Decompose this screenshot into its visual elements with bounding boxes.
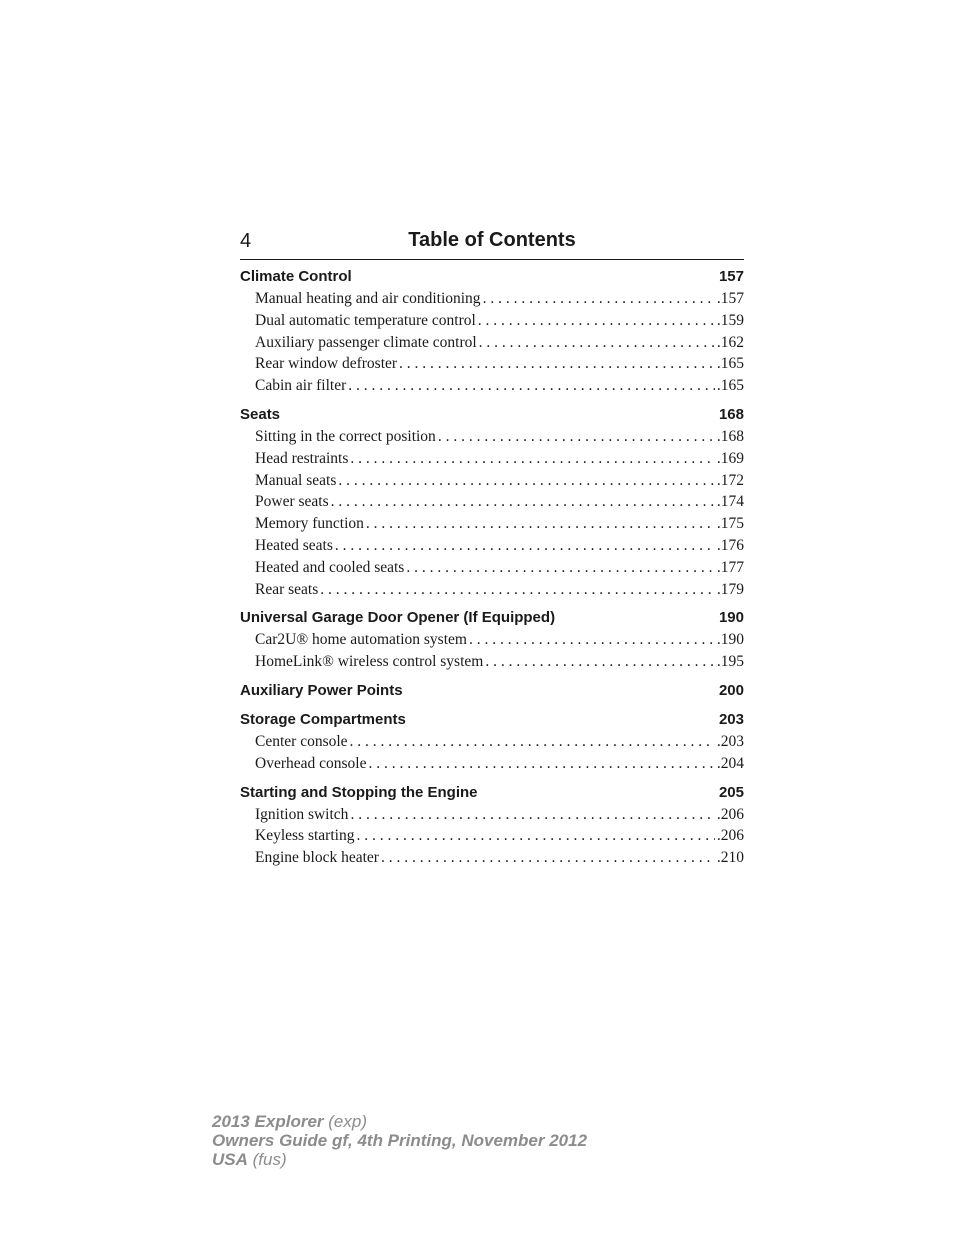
dot-leader: [485, 651, 715, 673]
toc-section-title: Starting and Stopping the Engine: [240, 783, 478, 801]
footer-line-3: [212, 1150, 587, 1169]
page-title: Table of Contents: [408, 229, 576, 251]
toc-entry-label: Memory function: [255, 515, 364, 533]
page-header: [240, 228, 744, 260]
toc-entry[interactable]: [240, 448, 744, 470]
toc-section: [240, 680, 744, 702]
toc-entry-page: .206: [716, 805, 744, 823]
dot-leader: [350, 448, 714, 470]
toc-entry-label: Heated seats: [255, 536, 333, 554]
toc-entry-page: .168: [716, 427, 744, 445]
toc-entry[interactable]: [240, 651, 744, 673]
toc-entry[interactable]: [240, 629, 744, 651]
toc-entry-label: Power seats: [255, 493, 329, 511]
toc-entry-label: Car2U® home automation system: [255, 631, 467, 649]
toc-section: [240, 607, 744, 673]
toc-entry-label: Manual seats: [255, 471, 337, 489]
dot-leader: [438, 426, 715, 448]
toc-entry-page: .206: [716, 827, 744, 845]
dot-leader: [469, 629, 715, 651]
toc-entry[interactable]: [240, 375, 744, 397]
dot-leader: [381, 847, 715, 869]
toc-entry[interactable]: [240, 426, 744, 448]
toc-entry-page: .165: [716, 377, 744, 395]
dot-leader: [350, 804, 714, 826]
toc-section-page: 200: [718, 681, 744, 699]
toc-entry-page: .203: [716, 732, 744, 750]
toc-entry-page: .169: [716, 449, 744, 467]
toc-entry[interactable]: [240, 491, 744, 513]
dot-leader: [368, 753, 714, 775]
toc-entry[interactable]: [240, 731, 744, 753]
dot-leader: [406, 557, 715, 579]
page-number: 4: [240, 230, 252, 252]
toc-section-page: 205: [718, 783, 744, 801]
toc-entry-label: Auxiliary passenger climate control: [255, 333, 477, 351]
toc-section-heading[interactable]: [240, 782, 744, 804]
table-of-contents: [240, 266, 744, 876]
toc-entry-label: Dual automatic temperature control: [255, 311, 476, 329]
toc-entry[interactable]: [240, 579, 744, 601]
toc-entry[interactable]: [240, 288, 744, 310]
toc-section-title: Climate Control: [240, 268, 352, 285]
toc-entry-page: .175: [716, 515, 744, 533]
toc-entry-label: Cabin air filter: [255, 377, 347, 395]
toc-entry-label: Heated and cooled seats: [255, 558, 405, 576]
toc-entry[interactable]: [240, 535, 744, 557]
toc-entry-page: .210: [716, 849, 744, 867]
toc-entry-label: Engine block heater: [255, 849, 379, 867]
toc-entry-page: .174: [716, 493, 744, 511]
toc-section-page: 190: [718, 609, 744, 627]
footer: [212, 1112, 587, 1169]
toc-section: [240, 266, 744, 397]
footer-line-2: [212, 1131, 587, 1150]
dot-leader: [320, 579, 715, 601]
toc-section: [240, 709, 744, 775]
toc-section: [240, 782, 744, 869]
toc-section-page: 168: [718, 405, 744, 423]
toc-section-heading[interactable]: [240, 266, 744, 288]
toc-entry-page: .204: [716, 754, 744, 772]
toc-section-heading[interactable]: [240, 709, 744, 731]
dot-leader: [350, 731, 715, 753]
toc-section-heading[interactable]: [240, 404, 744, 426]
toc-entry-page: .165: [716, 355, 744, 373]
toc-entry-label: Overhead console: [255, 754, 367, 772]
toc-entry[interactable]: [240, 825, 744, 847]
footer-vehicle: 2013 Explorer: [212, 1112, 324, 1131]
toc-entry-label: Center console: [255, 732, 348, 750]
toc-entry-page: .177: [716, 558, 744, 576]
toc-entry-label: Keyless starting: [255, 827, 355, 845]
toc-section-page: 157: [718, 268, 744, 285]
toc-section-page: 203: [718, 710, 744, 728]
toc-section-heading[interactable]: [240, 680, 744, 702]
toc-entry-label: Rear seats: [255, 580, 319, 598]
toc-entry-page: .190: [716, 631, 744, 649]
toc-section: [240, 404, 744, 600]
toc-section-title: Storage Compartments: [240, 710, 406, 728]
toc-entry[interactable]: [240, 470, 744, 492]
dot-leader: [479, 332, 715, 354]
dot-leader: [399, 353, 715, 375]
toc-entry-page: .195: [716, 653, 744, 671]
dot-leader: [366, 513, 715, 535]
dot-leader: [483, 288, 715, 310]
toc-entry-page: .176: [716, 536, 744, 554]
toc-section-heading[interactable]: [240, 607, 744, 629]
toc-entry[interactable]: [240, 513, 744, 535]
toc-section-title: Seats: [240, 405, 281, 423]
toc-entry-page: .172: [716, 471, 744, 489]
footer-market-code: (fus): [252, 1150, 287, 1169]
dot-leader: [331, 491, 715, 513]
toc-entry-page: .162: [716, 333, 744, 351]
toc-entry-page: .157: [716, 290, 744, 307]
toc-entry-label: Manual heating and air conditioning: [255, 290, 481, 307]
dot-leader: [335, 535, 715, 557]
toc-entry[interactable]: [240, 847, 744, 869]
toc-entry-label: Ignition switch: [255, 805, 349, 823]
toc-entry[interactable]: [240, 353, 744, 375]
toc-entry[interactable]: [240, 804, 744, 826]
footer-guide-info: Owners Guide gf, 4th Printing, November 2012: [212, 1131, 588, 1150]
footer-line-1: [212, 1112, 587, 1131]
dot-leader: [356, 825, 714, 847]
dot-leader: [338, 470, 715, 492]
toc-entry-label: Rear window defroster: [255, 355, 398, 373]
dot-leader: [478, 310, 715, 332]
toc-entry[interactable]: [240, 332, 744, 354]
toc-entry[interactable]: [240, 753, 744, 775]
toc-entry[interactable]: [240, 557, 744, 579]
toc-entry-label: HomeLink® wireless control system: [255, 653, 484, 671]
toc-entry-page: .159: [716, 311, 744, 329]
dot-leader: [348, 375, 715, 397]
footer-market: USA: [212, 1150, 248, 1169]
toc-entry-label: Head restraints: [255, 449, 349, 467]
toc-entry-label: Sitting in the correct position: [255, 427, 436, 445]
toc-entry[interactable]: [240, 310, 744, 332]
toc-section-title: Universal Garage Door Opener (If Equipped): [240, 609, 556, 627]
toc-entry-page: .179: [716, 580, 744, 598]
footer-vehicle-code: (exp): [328, 1112, 367, 1131]
toc-section-title: Auxiliary Power Points: [240, 681, 403, 699]
